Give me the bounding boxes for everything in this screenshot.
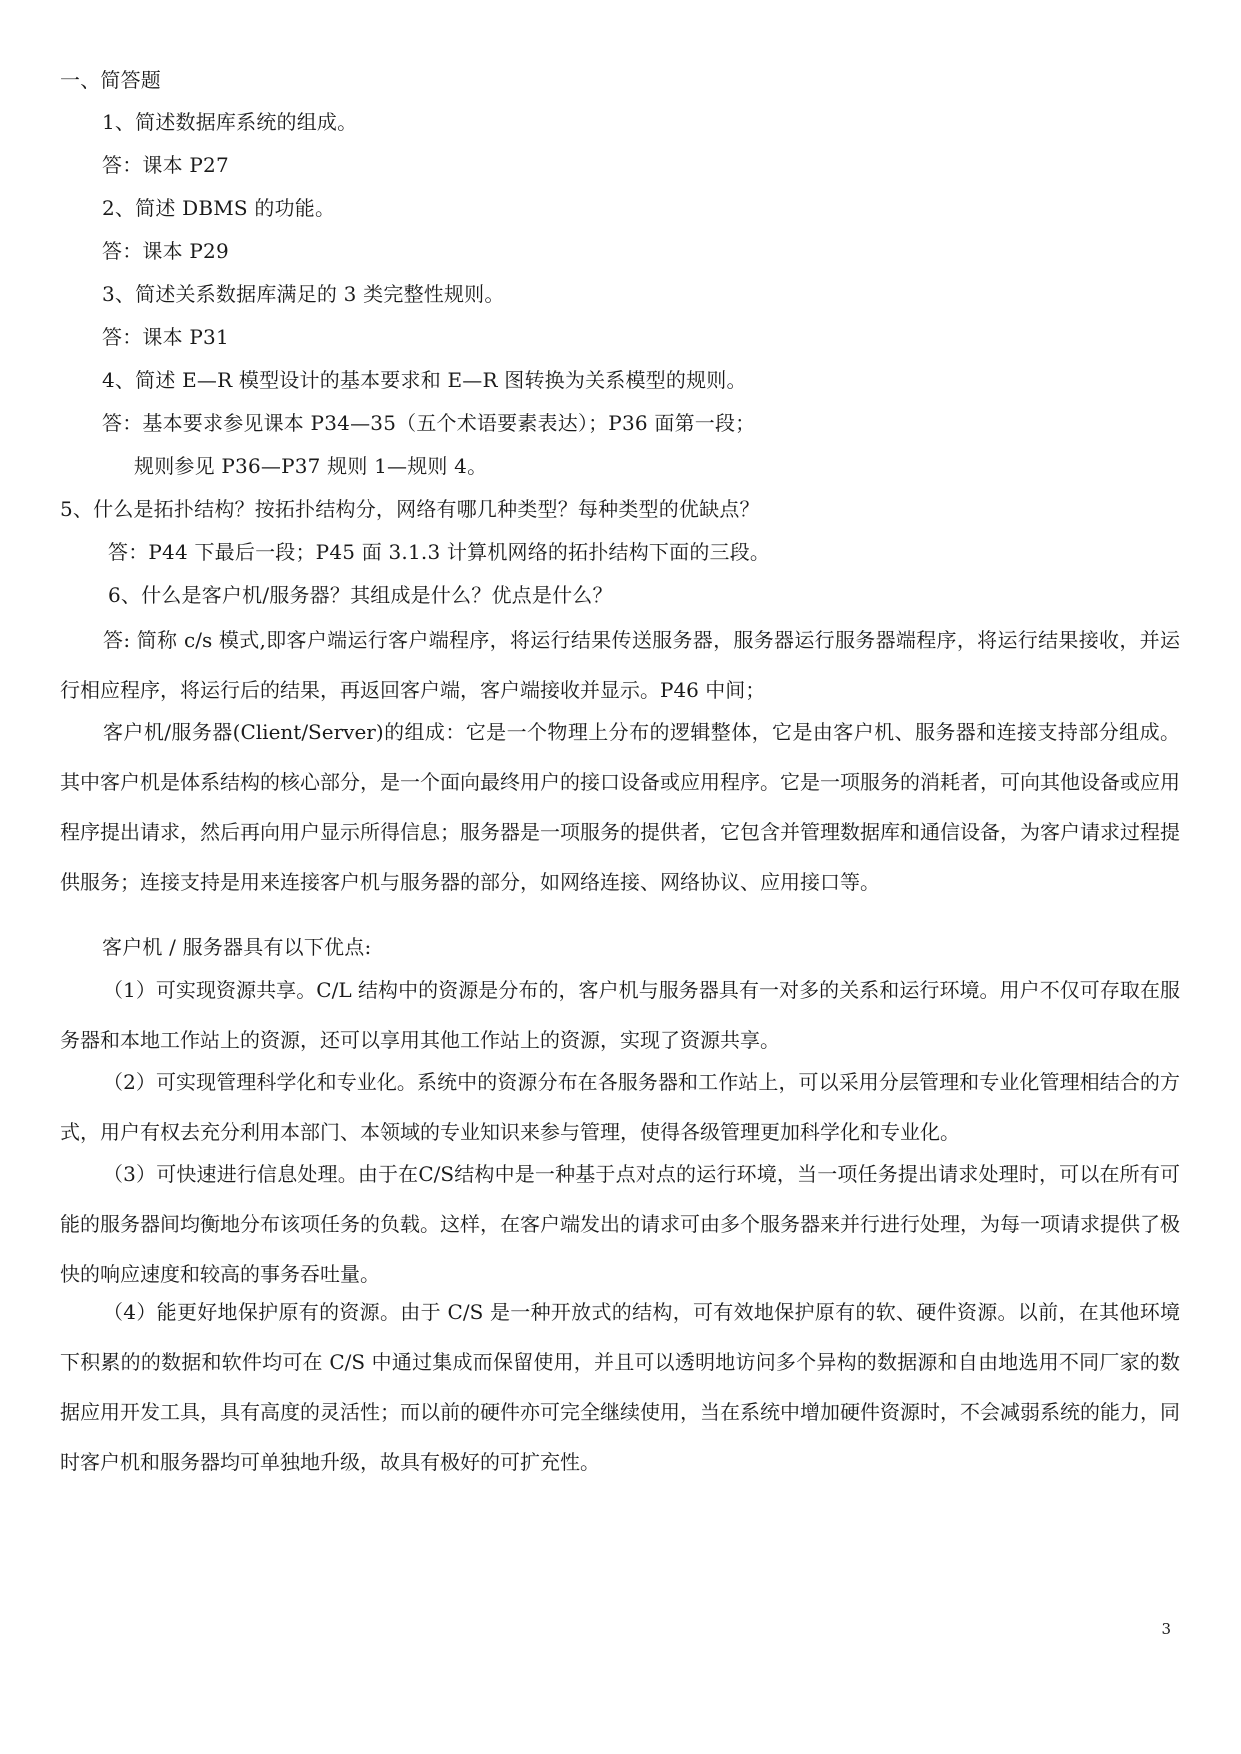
answer-1: 答：课本 P27	[102, 153, 229, 177]
question-4: 4、简述 E—R 模型设计的基本要求和 E—R 图转换为关系模型的规则。	[102, 368, 747, 392]
advantage-item: （2）可实现管理科学化和专业化。系统中的资源分布在各服务器和工作站上，可以采用分层管理和专业化管理相结合的方式，用户有权去充分利用本部门、本领域的专业知识来参与管理，使得各级管理更加科学化和专业化。	[60, 1070, 1180, 1144]
answer-3: 答：课本 P31	[102, 325, 229, 349]
question-2: 2、简述 DBMS 的功能。	[102, 196, 336, 220]
answer-2: 答：课本 P29	[102, 239, 229, 263]
advantage-item: （4）能更好地保护原有的资源。由于 C/S 是一种开放式的结构，可有效地保护原有的软、硬件资源。以前，在其他环境下积累的的数据和软件均可在 C/S 中通过集成而保留使用，并且可以透明地访问多个异构的数据源和自由地选用不同厂家的数据应用开发工具，具有高度的灵活性；而以前的硬件亦可完全继续使用，当在系统中增加硬件资源时，不会减弱系统的能力，同时客户机和服务器均可单独地升级，故具有极好的可扩充性。	[60, 1300, 1180, 1474]
section-title: 一、简答题	[60, 68, 161, 92]
answer-5: 答：P44 下最后一段；P45 面 3.1.3 计算机网络的拓扑结构下面的三段。	[108, 540, 771, 564]
advantage-item: （1）可实现资源共享。C/L 结构中的资源是分布的，客户机与服务器具有一对多的关系和运行环境。用户不仅可存取在服务器和本地工作站上的资源，还可以享用其他工作站上的资源，实现了资源共享。	[60, 978, 1180, 1052]
answer-4-line-2: 规则参见 P36—P37 规则 1—规则 4。	[134, 454, 488, 478]
question-1: 1、简述数据库系统的组成。	[102, 110, 358, 134]
question-6: 6、什么是客户机/服务器？其组成是什么？优点是什么？	[108, 583, 613, 607]
question-3: 3、简述关系数据库满足的 3 类完整性规则。	[102, 282, 505, 306]
advantage-item: （3）可快速进行信息处理。由于在C/S结构中是一种基于点对点的运行环境，当一项任务提出请求处理时，可以在所有可能的服务器间均衡地分布该项任务的负载。这样，在客户端发出的请求可由多个服务器来并行进行处理，为每一项请求提供了极快的响应速度和较高的事务吞吐量。	[60, 1162, 1180, 1286]
answer-6-paragraph-1: 答: 简称 c/s 模式,即客户端运行客户端程序，将运行结果传送服务器，服务器运行服务器端程序，将运行结果接收，并运行相应程序，将运行后的结果，再返回客户端，客户端接收并显示。P46 中间；	[60, 628, 1180, 702]
page-number: 3	[1161, 1620, 1171, 1638]
answer-4-line-1: 答：基本要求参见课本 P34—35（五个术语要素表达）；P36 面第一段；	[102, 411, 756, 435]
question-5: 5、什么是拓扑结构？按拓扑结构分，网络有哪几种类型？每种类型的优缺点？	[60, 497, 760, 521]
answer-6-paragraph-2: 客户机/服务器(Client/Server)的组成：它是一个物理上分布的逻辑整体，它是由客户机、服务器和连接支持部分组成。其中客户机是体系结构的核心部分，是一个面向最终用户的接口设备或应用程序。它是一项服务的消耗者，可向其他设备或应用程序提出请求，然后再向用户显示所得信息；服务器是一项服务的提供者，它包含并管理数据库和通信设备，为客户请求过程提供服务；连接支持是用来连接客户机与服务器的部分，如网络连接、网络协议、应用接口等。	[60, 720, 1180, 894]
advantages-intro: 客户机 / 服务器具有以下优点:	[102, 935, 372, 959]
